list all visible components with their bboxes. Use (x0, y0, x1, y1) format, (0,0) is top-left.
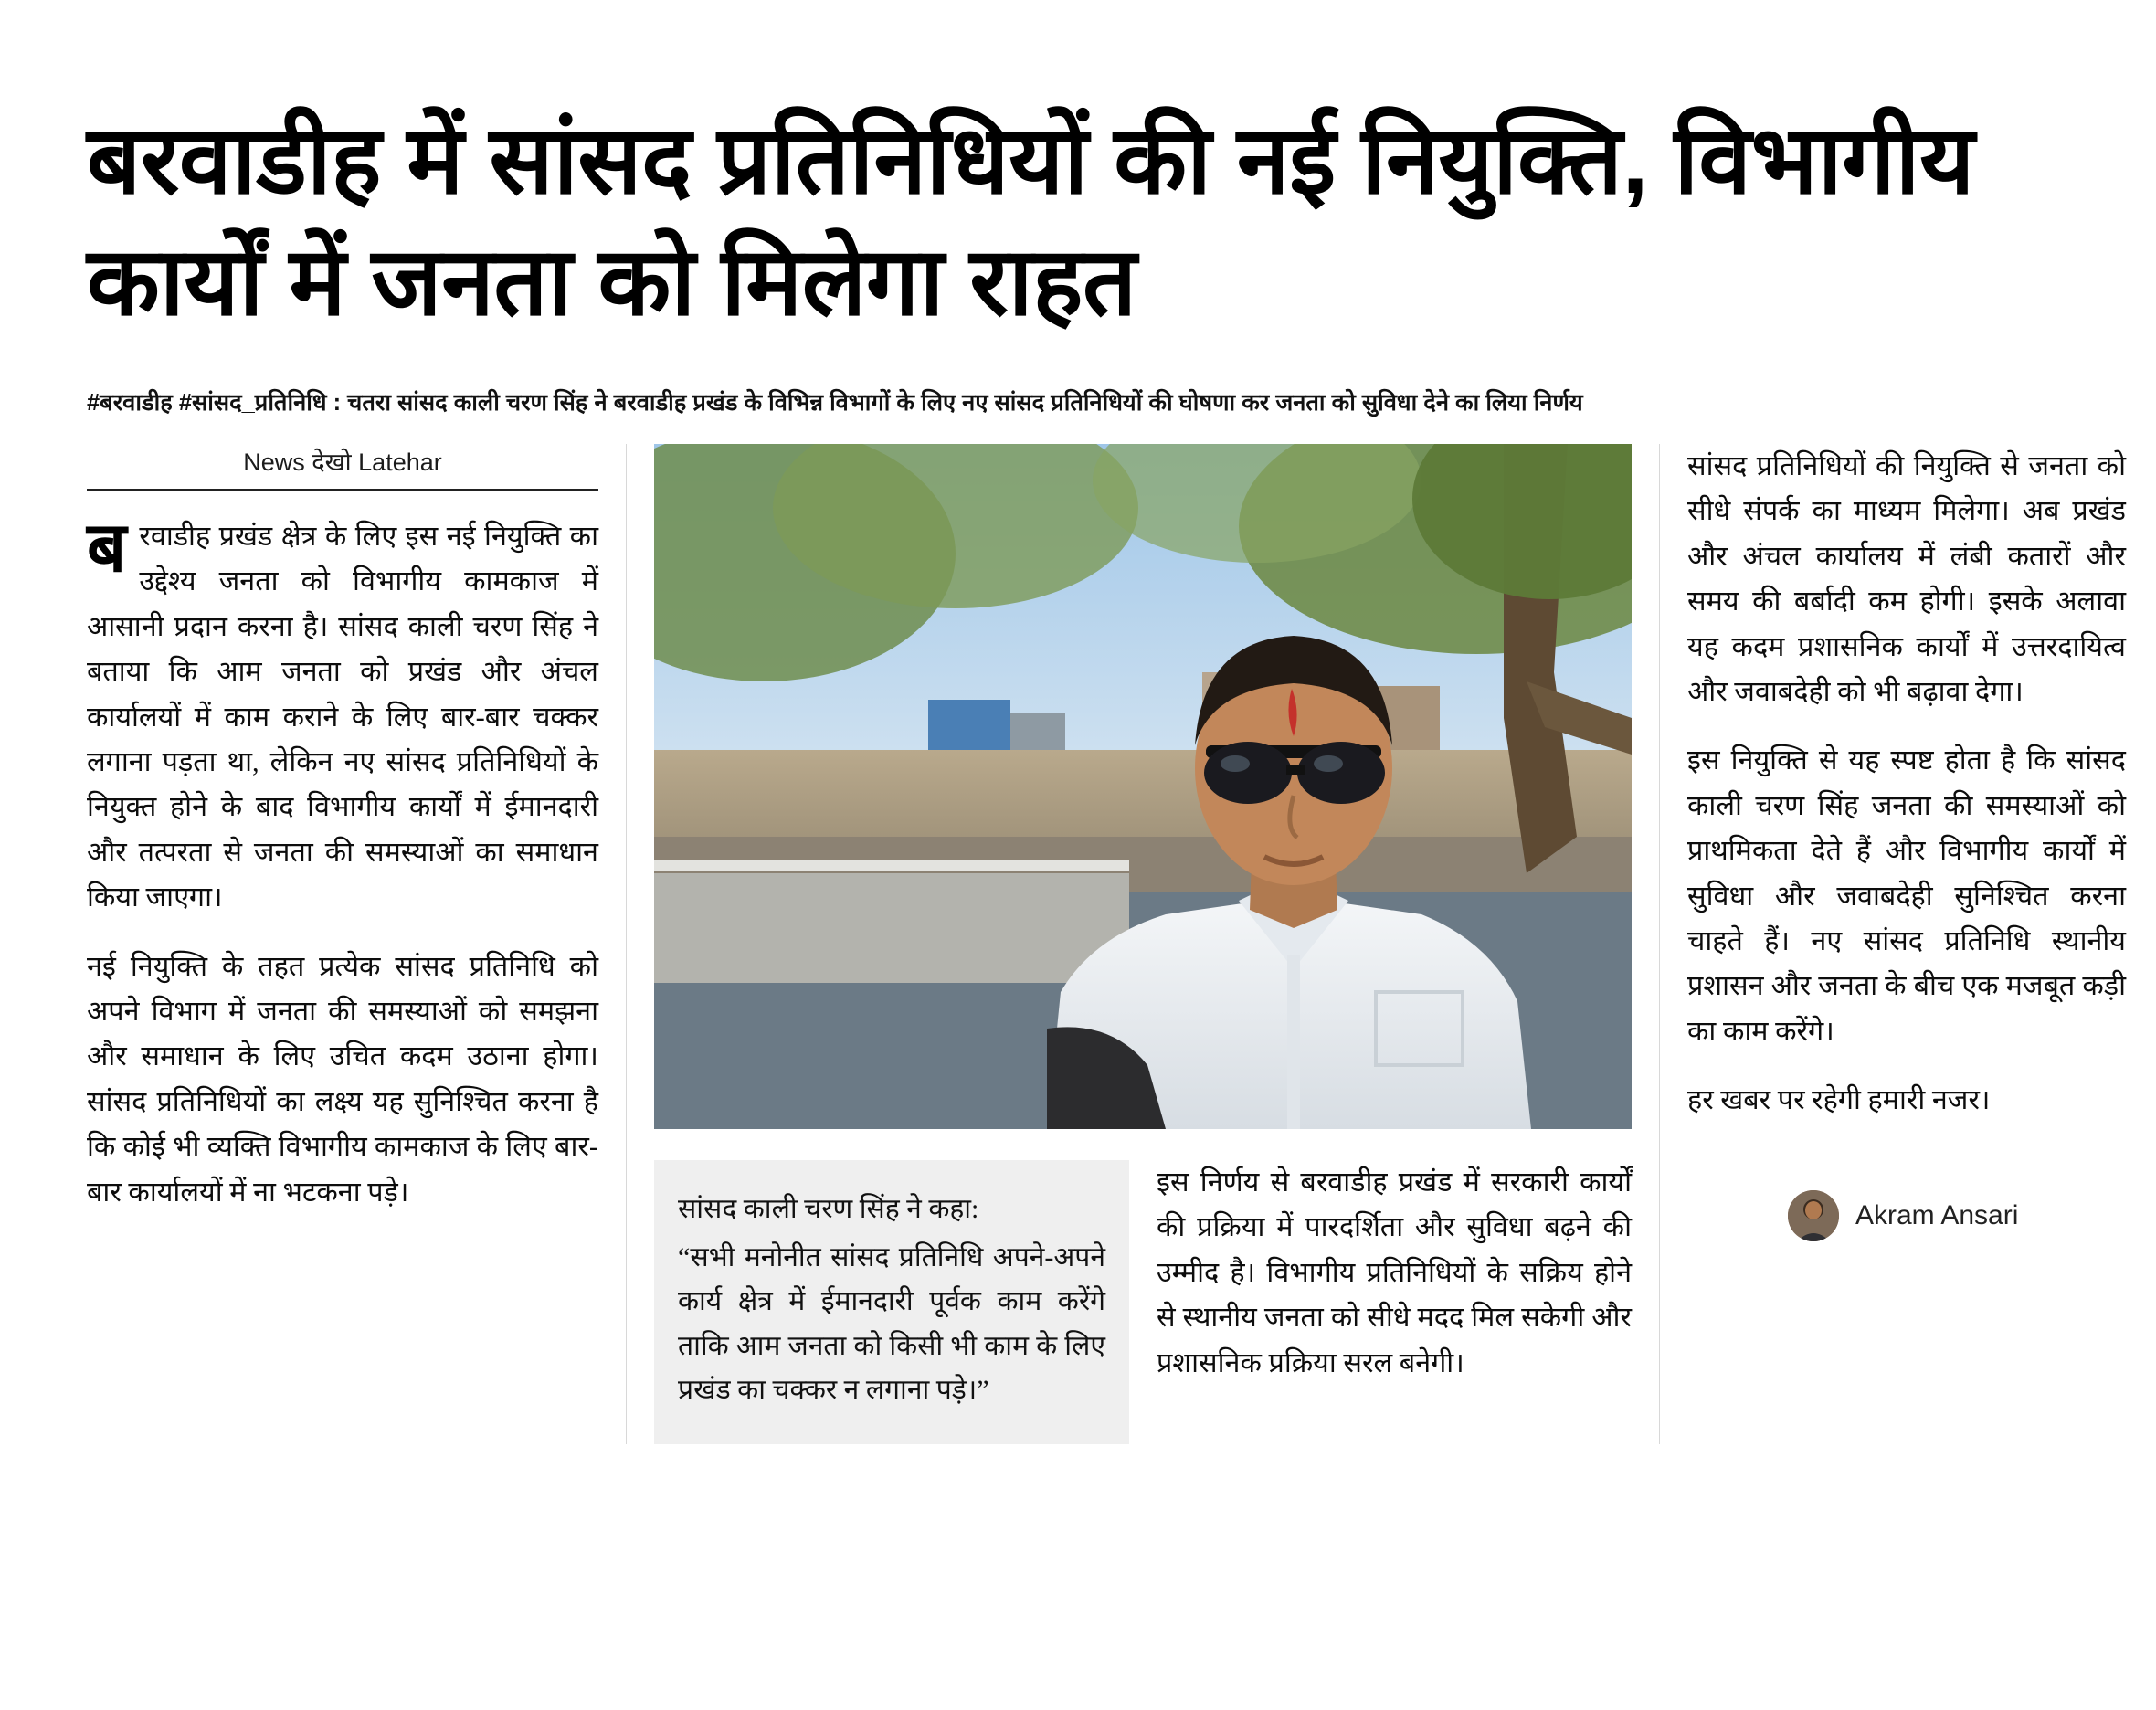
center-lower-grid (654, 1160, 1632, 1444)
news-page (0, 100, 2156, 1710)
right-paragraph-1: सांसद प्रतिनिधियों की नियुक्ति से जनता को सीधे संपर्क का माध्यम मिलेगा। अब प्रखंड और अंचल कार्यालय में लंबी कतारों और समय की बर्बादी कम होगी। इसके अलावा यह कदम प्रशासनिक कार्यों में उत्तरदायित्व और जवाबदेही को भी बढ़ावा देगा। (1687, 449, 2126, 707)
avatar-illustration (1788, 1190, 1839, 1241)
column-divider-2 (1659, 444, 1660, 1444)
drop-cap: ब (87, 508, 127, 586)
right-paragraph-2: इस नियुक्ति से यह स्पष्ट होता है कि सांसद काली चरण सिंह जनता की समस्याओं को प्राथमिकता देते हैं और विभागीय कार्यों में सुविधा और जवाबदेही सुनिश्चित करना चाहते हैं। नए सांसद प्रतिनिधि स्थानीय प्रशासन और जनता के बीच एक मजबूत कड़ी का काम करेंगे। (1687, 744, 2126, 1047)
right-column (1687, 444, 2126, 1444)
pull-quote-text: “सभी मनोनीत सांसद प्रतिनिधि अपने-अपने कार्य क्षेत्र में ईमानदारी पूर्वक काम करेंगे ताकि आम जनता को किसी भी काम के लिए प्रखंड का चक्कर न लगाना पड़े।” (678, 1241, 1105, 1406)
pull-quote-lead: सांसद काली चरण सिंह ने कहा: (678, 1193, 979, 1224)
column-divider-1 (626, 444, 627, 1444)
avatar (1788, 1190, 1839, 1241)
source-byline: News देखो Latehar (87, 444, 598, 491)
left-paragraph-1-text: रवाडीह प्रखंड क्षेत्र के लिए इस नई नियुक्ति का उद्देश्य जनता को विभागीय कामकाज में आसानी प्रदान करना है। सांसद काली चरण सिंह ने बताया कि आम जनता को प्रखंड और अंचल कार्यालयों में काम कराने के लिए बार-बार चक्कर लगाना पड़ता था, लेकिन नए सांसद प्रतिनिधियों के नियुक्त होने के बाद विभागीय कार्यों में ईमानदारी और तत्परता से जनता की समस्याओं का समाधान किया जाएगा। (87, 520, 598, 913)
left-paragraph-2: नई नियुक्ति के तहत प्रत्येक सांसद प्रतिनिधि को अपने विभाग में जनता की समस्याओं को समझना और समाधान के लिए उचित कदम उठाना होगा। सांसद प्रतिनिधियों का लक्ष्य यह सुनिश्चित करना है कि कोई भी व्यक्ति विभागीय कामकाज के लिए बार-बार कार्यालयों में ना भटकना पड़े। (87, 950, 598, 1208)
author-name: Akram Ansari (1855, 1199, 2019, 1230)
center-column (654, 444, 1632, 1444)
left-column (87, 444, 598, 1444)
left-paragraph-1 (87, 508, 598, 921)
author-row (1687, 1190, 2126, 1241)
article-photo (654, 444, 1632, 1129)
pull-quote (654, 1160, 1129, 1444)
standfirst-kicker: #बरवाडीह #सांसद_प्रतिनिधि : चतरा सांसद काली चरण सिंह ने बरवाडीह प्रखंड के विभिन्न विभागों के लिए नए सांसद प्रतिनिधियों की घोषणा कर जनता को सुविधा देने का लिया निर्णय (87, 390, 1583, 417)
photo-illustration (654, 444, 1632, 1129)
tagline: हर खबर पर रहेगी हमारी नजर। (1687, 1084, 1991, 1116)
page-title: बरवाडीह में सांसद प्रतिनिधियों की नई नियुक्ति, विभागीय कार्यों में जनता को मिलेगा राहत (87, 108, 1974, 336)
center-paragraph-1: इस निर्णय से बरवाडीह प्रखंड में सरकारी कार्यों की प्रक्रिया में पारदर्शिता और सुविधा बढ़ने की उम्मीद है। विभागीय प्रतिनिधियों के सक्रिय होने से स्थानीय जनता को सीधे मदद मिल सकेगी और प्रशासनिक प्रक्रिया सरल बनेगी। (1157, 1166, 1632, 1378)
article-body-grid (87, 444, 2126, 1444)
